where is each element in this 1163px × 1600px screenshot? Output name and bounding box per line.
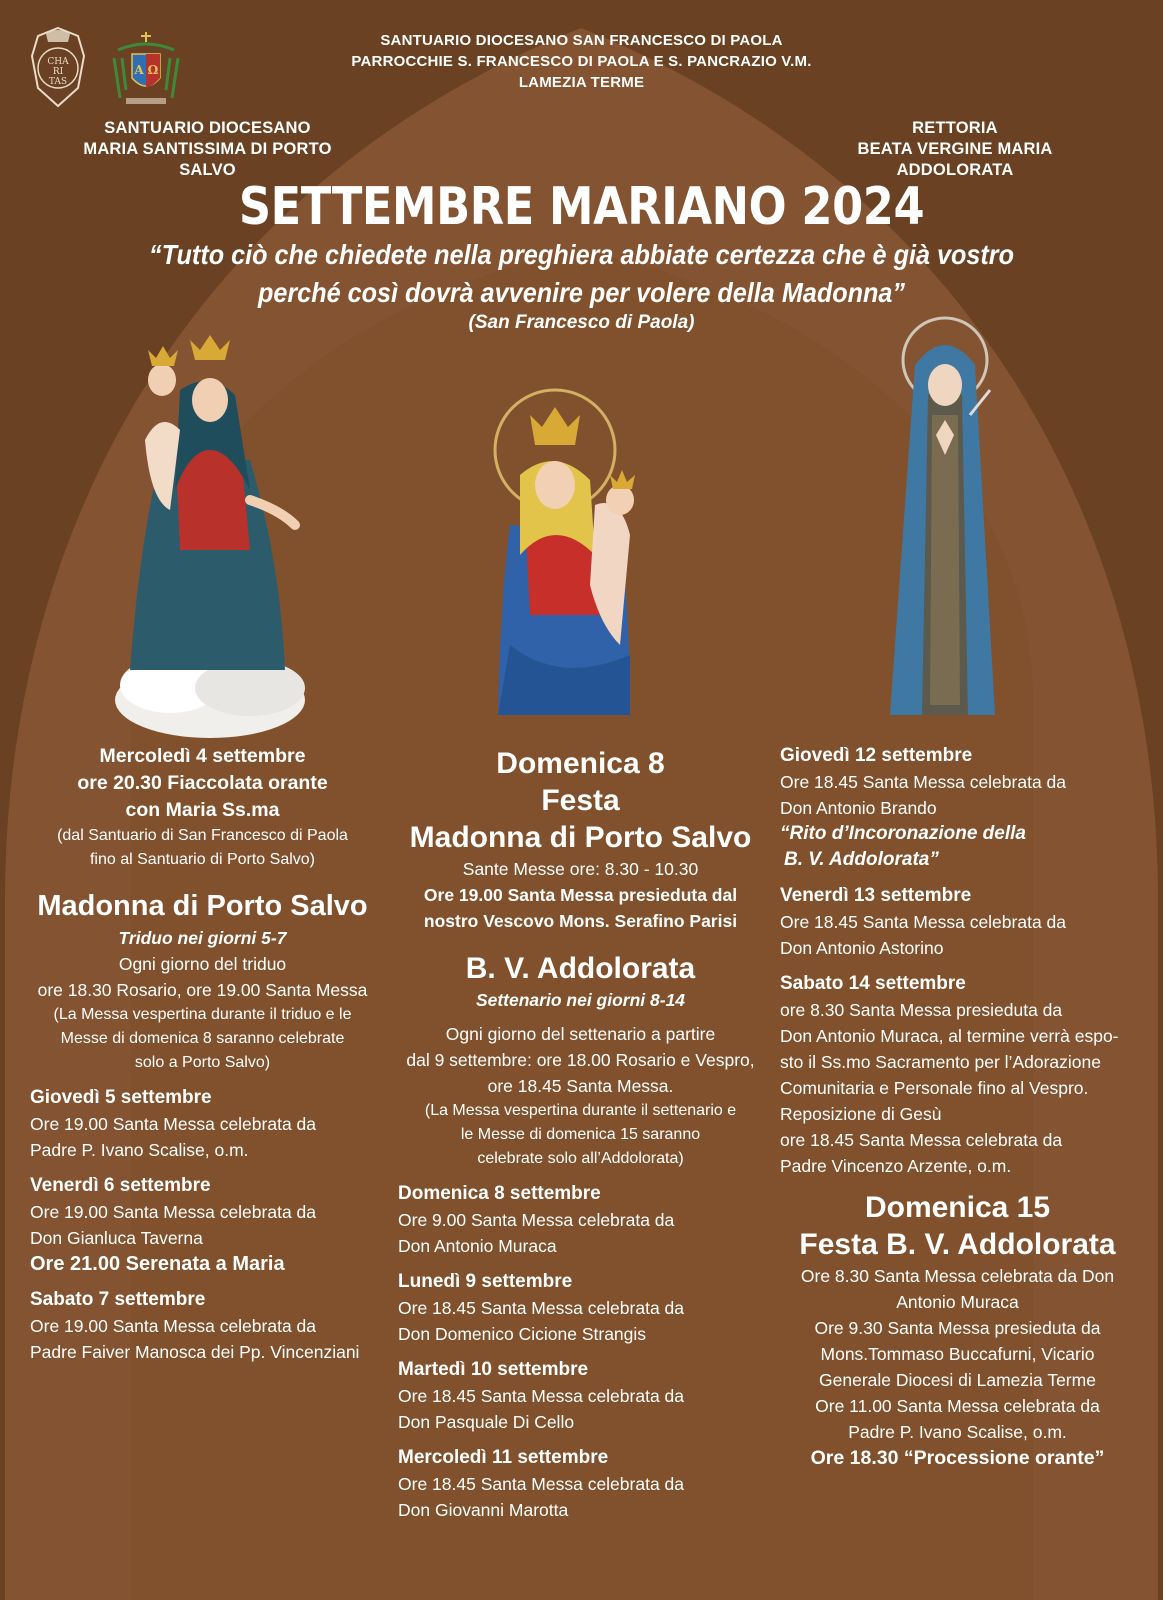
festa-addolorata-line2: Festa B. V. Addolorata [799,1228,1116,1261]
svg-text:CHA: CHA [47,57,69,67]
event-13-sept [780,883,1135,961]
event-12-sept-line1: Ore 18.45 Santa Messa celebrata da [780,772,1067,792]
header-left [55,118,360,181]
event-14-sept-line5: Reposizione di Gesù [780,1104,942,1124]
festa-porto-salvo [398,745,763,934]
addolorata-subtitle: Settenario nei giorni 8-14 [475,990,686,1010]
event-8-sept [398,1181,763,1259]
event-11-sept-line1: Ore 18.45 Santa Messa celebrata da [398,1474,685,1494]
event-12-sept [780,743,1135,873]
addolorata-statue-image [870,305,1020,735]
event-5-sept [30,1085,375,1163]
event-14-sept-line2: Don Antonio Muraca, al termine verrà espo- [780,1026,1119,1046]
event-12-sept-rito2: B. V. Addolorata” [784,849,939,870]
festa-addolorata [780,1189,1135,1471]
event-14-sept-line3: sto il Ss.mo Sacramento per l’Adorazione [780,1052,1101,1072]
event-6-sept [30,1173,375,1277]
porto-salvo-note2: Messe di domenica 8 saranno celebrate [60,1030,345,1047]
event-6-sept-line2: Don Gianluca Taverna [30,1228,203,1248]
header-center-line1: SANTUARIO DIOCESANO SAN FRANCESCO DI PAOLA [380,32,783,49]
header-center-line2: PARROCCHIE S. FRANCESCO DI PAOLA E S. PANCRAZIO V.M. [351,53,812,70]
festa-porto-salvo-bold1: Ore 19.00 Santa Messa presieduta dal [423,885,738,905]
festa-porto-salvo-bold2: nostro Vescovo Mons. Serafino Parisi [423,911,738,931]
event-4-sept-line1: ore 20.30 Fiaccolata orante [77,772,328,794]
header-right-line1: RETTORIA [912,119,998,137]
porto-salvo-title: Madonna di Porto Salvo [37,890,368,922]
event-10-sept [398,1357,763,1435]
festa-porto-salvo-line2: Festa [541,784,620,817]
event-7-sept-line2: Padre Faiver Manosca dei Pp. Vincenziani [30,1342,360,1362]
addolorata-settenario [398,950,763,1171]
addolorata-line2: dal 9 settembre: ore 18.00 Rosario e Vespro, [406,1050,755,1070]
event-4-sept-line2: con Maria Ss.ma [125,799,280,821]
event-10-sept-line1: Ore 18.45 Santa Messa celebrata da [398,1386,685,1406]
event-14-sept-title: Sabato 14 settembre [780,973,966,994]
porto-salvo-line1: Ogni giorno del triduo [118,954,287,974]
quote-line2: perché così dovrà avvenire per volere della Madonna” [257,277,906,308]
event-13-sept-line2: Don Antonio Astorino [780,938,944,958]
event-4-sept-note1: (dal Santuario di San Francesco di Paola [57,827,348,844]
header-left-line2: MARIA SANTISSIMA DI PORTO SALVO [83,140,332,179]
event-4-sept-note [30,824,375,872]
event-8-sept-line2: Don Antonio Muraca [398,1236,557,1256]
event-12-sept-title: Giovedì 12 settembre [780,745,973,766]
svg-text:Ω: Ω [147,63,159,77]
addolorata-line3: ore 18.45 Santa Messa. [487,1076,674,1096]
addolorata-note2: le Messe di domenica 15 saranno [460,1126,701,1143]
event-12-sept-rito1: “Rito d’Incoronazione della [780,823,1026,844]
addolorata-note3: celebrate solo all’Addolorata) [477,1150,684,1167]
porto-salvo-note3: solo a Porto Salvo) [134,1054,271,1071]
event-7-sept-title: Sabato 7 settembre [30,1289,206,1310]
event-11-sept-title: Mercoledì 11 settembre [398,1447,609,1468]
event-4-sept [30,743,375,824]
header-center [0,30,1163,93]
quote-line1: “Tutto ciò che chiedete nella preghiera abbiate certezza che è già vostro [148,239,1015,270]
event-9-sept [398,1269,763,1347]
festa-addolorata-processione: Ore 18.30 “Processione orante” [810,1447,1105,1469]
event-12-sept-line2: Don Antonio Brando [780,798,937,818]
event-5-sept-title: Giovedì 5 settembre [30,1087,212,1108]
festa-porto-salvo-masses: Sante Messe ore: 8.30 - 10.30 [462,859,699,879]
header-right [800,118,1110,181]
addolorata-note1: (La Messa vespertina durante il settenario e [424,1102,737,1119]
center-column [398,745,763,1523]
porto-salvo-line2: ore 18.30 Rosario, ore 19.00 Santa Messa [37,980,368,1000]
event-9-sept-line2: Don Domenico Cicione Strangis [398,1324,647,1344]
event-6-sept-serenata: Ore 21.00 Serenata a Maria [30,1253,285,1275]
right-column [780,743,1135,1471]
festa-addolorata-mass2: Ore 9.30 Santa Messa presieduta da [814,1318,1101,1338]
header-right-line2: BEATA VERGINE MARIA ADDOLORATA [857,140,1053,179]
festa-porto-salvo-line3: Madonna di Porto Salvo [409,821,752,854]
madonna-center-statue-image [470,385,670,735]
page-title: SETTEMBRE MARIANO 2024 [238,177,925,237]
festa-addolorata-mass1: Ore 8.30 Santa Messa celebrata da Don [800,1266,1115,1286]
event-5-sept-line1: Ore 19.00 Santa Messa celebrata da [30,1114,317,1134]
festa-addolorata-mass2c: Generale Diocesi di Lamezia Terme [819,1370,1096,1390]
event-14-sept [780,971,1135,1179]
quote-author: (San Francesco di Paola) [468,312,695,333]
event-14-sept-line6: ore 18.45 Santa Messa celebrata da [780,1130,1063,1150]
addolorata-title: B. V. Addolorata [465,952,696,985]
festa-addolorata-mass3b: Padre P. Ivano Scalise, o.m. [848,1422,1067,1442]
event-14-sept-line1: ore 8.30 Santa Messa presieduta da [780,1000,1063,1020]
event-13-sept-title: Venerdì 13 settembre [780,885,972,906]
porto-salvo-subtitle: Triduo nei giorni 5-7 [118,928,287,948]
svg-text:TAS: TAS [48,77,68,87]
svg-text:RI: RI [52,67,64,77]
event-10-sept-line2: Don Pasquale Di Cello [398,1412,575,1432]
event-5-sept-line2: Padre P. Ivano Scalise, o.m. [30,1140,249,1160]
left-column [30,743,375,1365]
festa-addolorata-mass3: Ore 11.00 Santa Messa celebrata da [815,1396,1100,1416]
event-7-sept-line1: Ore 19.00 Santa Messa celebrata da [30,1316,317,1336]
event-9-sept-line1: Ore 18.45 Santa Messa celebrata da [398,1298,685,1318]
event-14-sept-line4: Comunitaria e Personale fino al Vespro. [780,1078,1089,1098]
event-7-sept [30,1287,375,1365]
festa-porto-salvo-line1: Domenica 8 [496,747,665,780]
porto-salvo-note1: (La Messa vespertina durante il triduo e le [53,1006,352,1023]
festa-addolorata-mass2b: Mons.Tommaso Buccafurni, Vicario [820,1344,1095,1364]
svg-text:A: A [134,63,144,77]
festa-addolorata-mass1b: Antonio Muraca [896,1292,1019,1312]
event-10-sept-title: Martedì 10 settembre [398,1359,589,1380]
madonna-porto-salvo-statue-image [100,300,320,740]
porto-salvo-triduo [30,888,375,1075]
event-9-sept-title: Lunedì 9 settembre [398,1271,573,1292]
event-8-sept-title: Domenica 8 settembre [398,1183,601,1204]
event-6-sept-line1: Ore 19.00 Santa Messa celebrata da [30,1202,317,1222]
event-11-sept-line2: Don Giovanni Marotta [398,1500,569,1520]
addolorata-line1: Ogni giorno del settenario a partire [445,1024,716,1044]
event-4-sept-note2: fino al Santuario di Porto Salvo) [89,851,315,868]
event-13-sept-line1: Ore 18.45 Santa Messa celebrata da [780,912,1067,932]
event-6-sept-title: Venerdì 6 settembre [30,1175,211,1196]
event-4-sept-title: Mercoledì 4 settembre [99,745,306,767]
event-8-sept-line1: Ore 9.00 Santa Messa celebrata da [398,1210,675,1230]
header-center-line3: LAMEZIA TERME [518,74,645,91]
event-14-sept-line7: Padre Vincenzo Arzente, o.m. [780,1156,1012,1176]
festa-addolorata-line1: Domenica 15 [864,1191,1051,1224]
header-left-line1: SANTUARIO DIOCESANO [104,119,311,137]
event-11-sept [398,1445,763,1523]
